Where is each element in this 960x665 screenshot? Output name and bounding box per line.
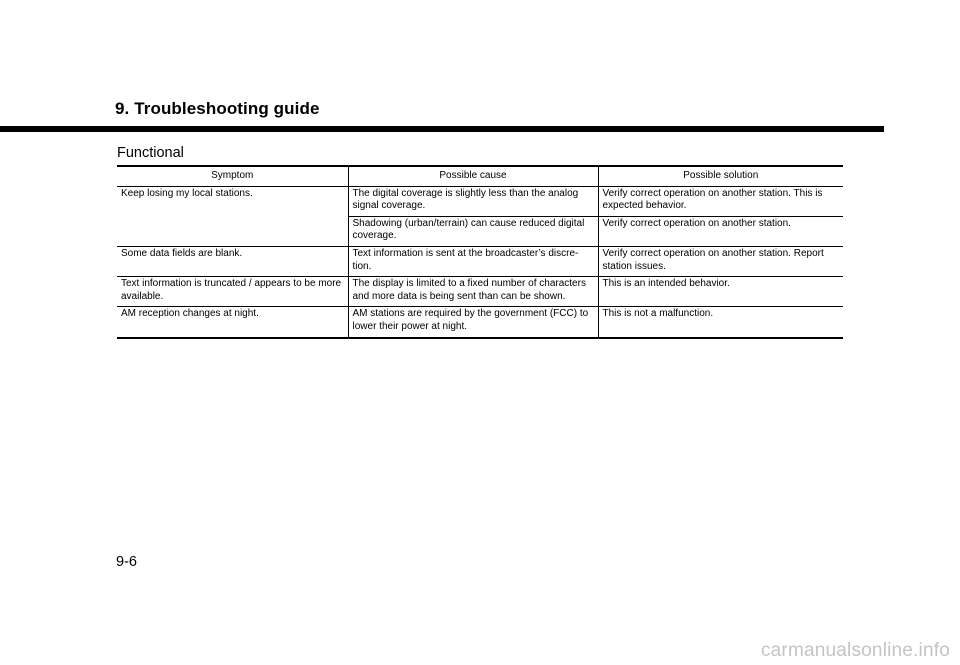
- cause-cell: Text information is sent at the broadcaster’s discre-tion.: [348, 246, 598, 276]
- solution-cell: Verify correct operation on another station.: [598, 216, 843, 246]
- page-number: 9-6: [116, 554, 137, 570]
- cause-cell: The digital coverage is slightly less than the analog signal coverage.: [348, 186, 598, 216]
- troubleshooting-table: [117, 165, 843, 339]
- table-row: [117, 246, 843, 276]
- chapter-title: 9. Troubleshooting guide: [115, 99, 320, 118]
- symptom-cell: AM reception changes at night.: [117, 307, 348, 337]
- section-title: Functional: [117, 145, 184, 161]
- table-row: [117, 186, 843, 216]
- header-symptom: Symptom: [117, 167, 348, 186]
- symptom-cell: Keep losing my local stations.: [117, 186, 348, 246]
- table-header-row: [117, 167, 843, 186]
- cause-cell: The display is limited to a fixed number of characters and more data is being sent than can be shown.: [348, 277, 598, 307]
- symptom-cell: Some data fields are blank.: [117, 246, 348, 276]
- solution-cell: Verify correct operation on another station. This is expected behavior.: [602, 187, 823, 212]
- symptom-cell: Text information is truncated / appears to be more available.: [117, 277, 348, 307]
- header-possible-solution: Possible solution: [598, 167, 843, 186]
- solution-cell: Verify correct operation on another station. Report station issues.: [598, 246, 843, 276]
- solution-cell: This is an intended behavior.: [598, 277, 843, 307]
- cause-cell: Shadowing (urban/terrain) can cause reduced digital coverage.: [348, 216, 598, 246]
- solution-cell: This is not a malfunction.: [598, 307, 843, 337]
- cause-cell: AM stations are required by the government (FCC) to lower their power at night.: [348, 307, 598, 337]
- watermark: carmanualsonline.info: [760, 640, 950, 661]
- header-possible-cause: Possible cause: [348, 167, 598, 186]
- table-row: [117, 277, 843, 307]
- chapter-rule: [0, 126, 884, 132]
- table-row: [117, 307, 843, 337]
